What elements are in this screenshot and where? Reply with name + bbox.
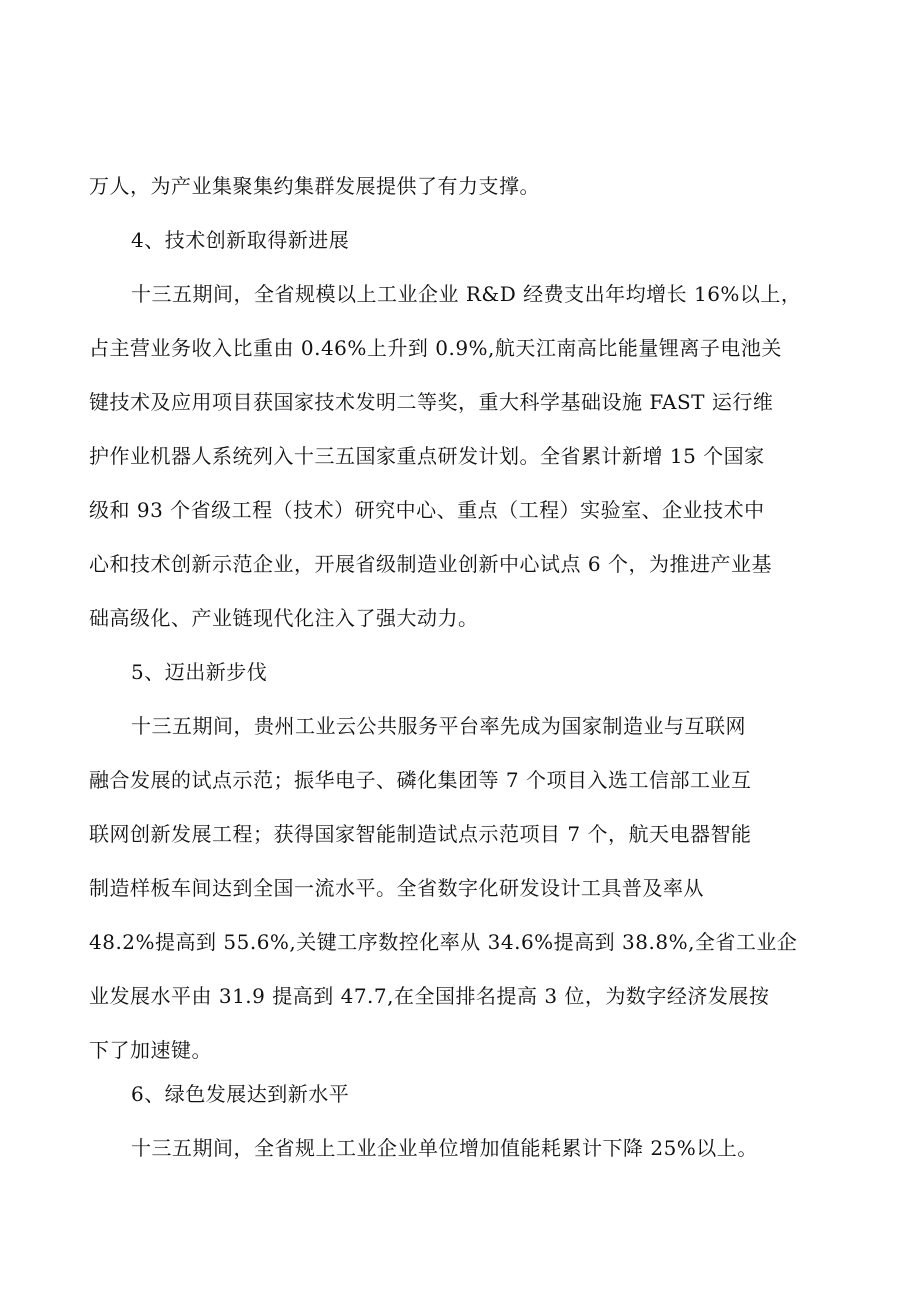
section-heading-4: 4、技术创新取得新进展 xyxy=(131,228,350,252)
paragraph-line: 十三五期间，全省规模以上工业企业 R&D 经费支出年均增长 16%以上， xyxy=(131,282,802,306)
paragraph-line: 键技术及应用项目获国家技术发明二等奖，重大科学基础设施 FAST 运行维 xyxy=(89,390,774,414)
paragraph-line: 占主营业务收入比重由 0.46%上升到 0.9%,航天江南高比能量锂离子电池关 xyxy=(89,336,782,360)
paragraph-line: 础高级化、产业链现代化注入了强大动力。 xyxy=(89,606,479,630)
paragraph-line: 制造样板车间达到全国一流水平。全省数字化研发设计工具普及率从 xyxy=(89,876,704,900)
paragraph-line: 心和技术创新示范企业，开展省级制造业创新中心试点 6 个，为推进产业基 xyxy=(89,552,772,576)
section-heading-6: 6、绿色发展达到新水平 xyxy=(131,1082,350,1106)
paragraph-line: 下了加速键。 xyxy=(89,1038,212,1062)
paragraph-line: 护作业机器人系统列入十三五国家重点研发计划。全省累计新增 15 个国家 xyxy=(89,444,765,468)
paragraph-line: 万人，为产业集聚集约集群发展提供了有力支撑。 xyxy=(89,174,540,198)
paragraph-line: 业发展水平由 31.9 提高到 47.7,在全国排名提高 3 位，为数字经济发展按 xyxy=(89,984,770,1008)
paragraph-line: 48.2%提高到 55.6%,关键工序数控化率从 34.6%提高到 38.8%,全省工业企 xyxy=(89,930,798,954)
paragraph-line: 融合发展的试点示范；振华电子、磷化集团等 7 个项目入选工信部工业互 xyxy=(89,768,752,792)
paragraph-line: 十三五期间，全省规上工业企业单位增加值能耗累计下降 25%以上。 xyxy=(131,1136,758,1160)
paragraph-line: 十三五期间，贵州工业云公共服务平台率先成为国家制造业与互联网 xyxy=(131,714,746,738)
paragraph-line: 级和 93 个省级工程（技术）研究中心、重点（工程）实验室、企业技术中 xyxy=(89,498,765,522)
section-heading-5: 5、迈出新步伐 xyxy=(131,660,268,684)
paragraph-line: 联网创新发展工程；获得国家智能制造试点示范项目 7 个，航天电器智能 xyxy=(89,822,752,846)
